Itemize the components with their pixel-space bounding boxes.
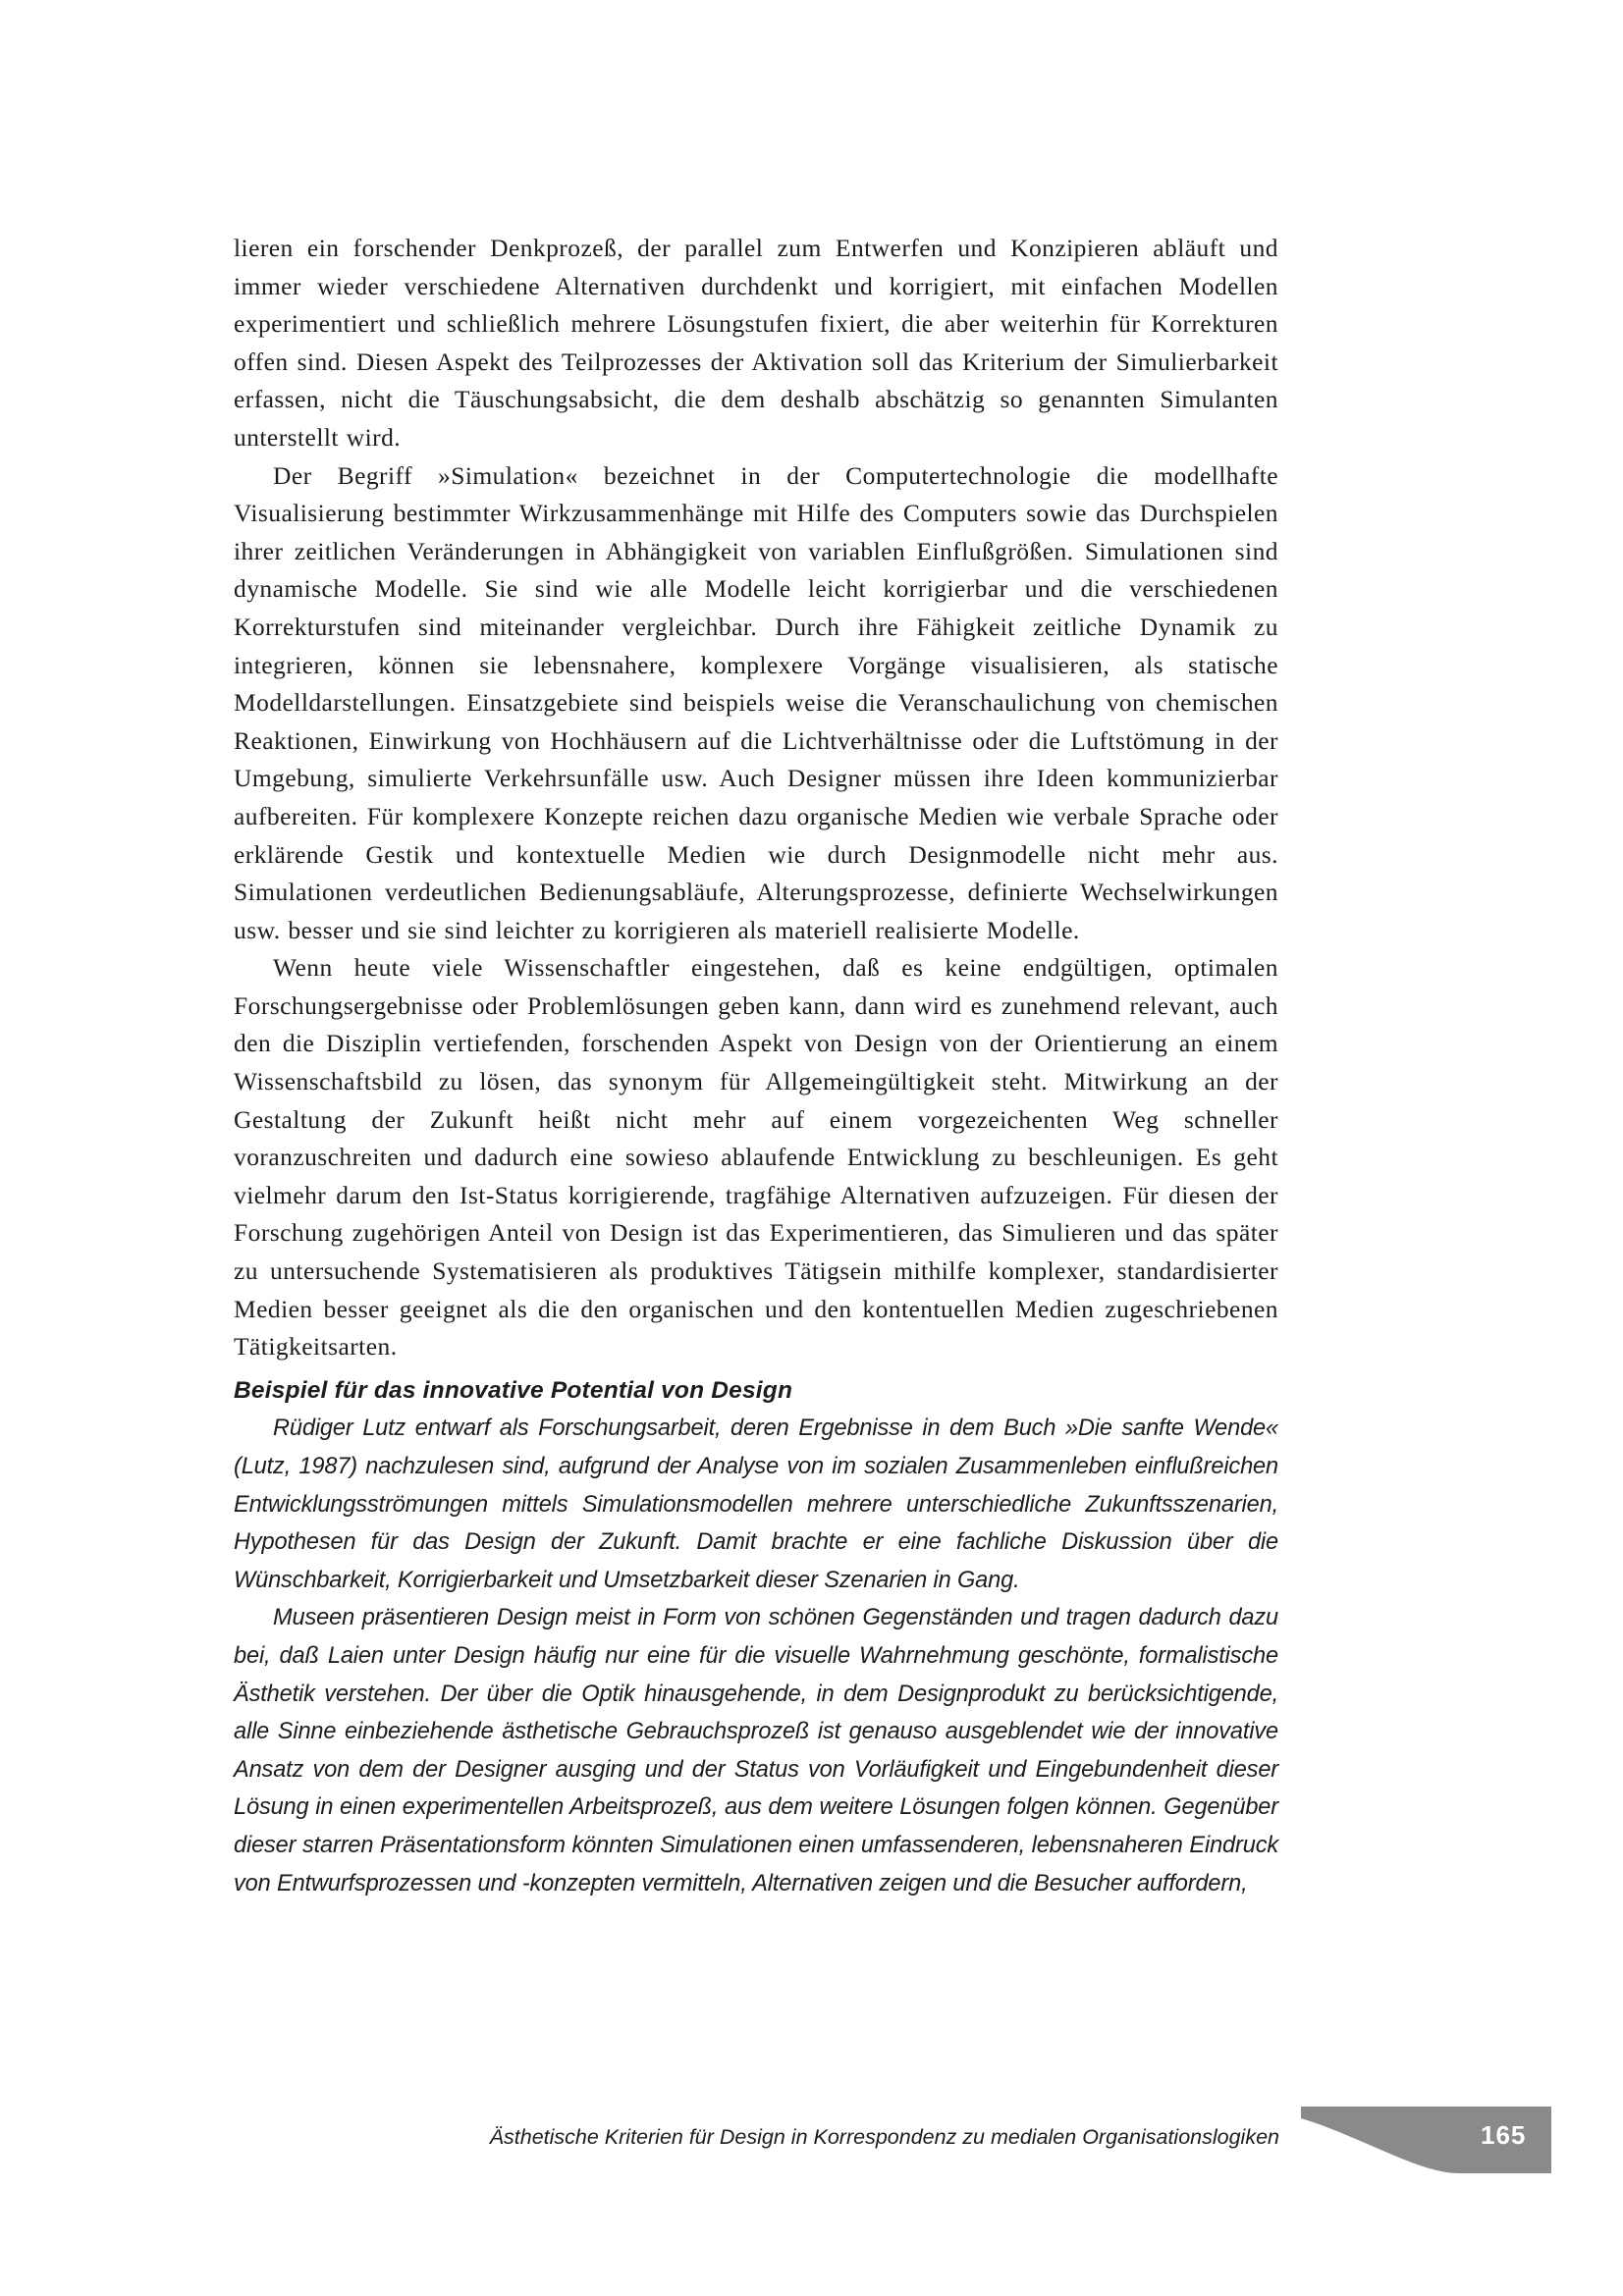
body-paragraph-3: Wenn heute viele Wissenschaftler eingestehen, daß es keine endgültigen, optimalen Forschungsergebnisse oder Problemlösungen geben kann, dann wird es zunehmend relevant, auch den die Disziplin vertiefenden, forschenden Aspekt von Design von der Orientierung an einem Wissenschaftsbild zu lösen, das synonym für Allgemeingültigkeit steht. Mitwirkung an der Gestaltung der Zukunft heißt nicht mehr auf einem vorgezeichenten Weg schneller voranzuschreiten und dadurch eine sowieso ablaufende Entwicklung zu beschleunigen. Es geht vielmehr darum den Ist-Status korrigierende, tragfähige Alternativen aufzuzeigen. Für diesen der Forschung zugehörigen Anteil von Design ist das Experimentieren, das Simulieren und das später zu untersuchende Systematisieren als produktives Tätigsein mithilfe komplexer, standardisierter Medien besser geeignet als die den organischen und den kontentuellen Medien zugeschriebenen Tätigkeitsarten.: [234, 953, 1278, 1362]
main-text-column: [234, 230, 1278, 1902]
page-number: 165: [1481, 2120, 1527, 2150]
running-footer-title: Ästhetische Kriterien für Design in Korrespondenz zu medialen Organisationslogiken: [489, 2125, 1279, 2149]
italic-paragraph-1: Rüdiger Lutz entwarf als Forschungsarbeit, deren Ergebnisse in dem Buch »Die sanfte Wende« (Lutz, 1987) nachzulesen sind, aufgrund der Analyse von im sozialen Zusammenleben einflußreichen Entwicklungsströmungen mittels Simulationsmodellen mehrere unterschiedliche Zukunftsszenarien, Hypothesen für das Design der Zukunft. Damit brachte er eine fachliche Diskussion über die Wünschbarkeit, Korrigierbarkeit und Umsetzbarkeit dieser Szenarien in Gang.: [234, 1415, 1278, 1593]
body-paragraph-2: Der Begriff »Simulation« bezeichnet in der Computertechnologie die modellhafte Visualisierung bestimmter Wirkzusammenhänge mit Hilfe des Computers sowie das Durchspielen ihrer zeitlichen Veränderungen in Abhängigkeit von variablen Einflußgrößen. Simulationen sind dynamische Modelle. Sie sind wie alle Modelle leicht korrigierbar und die verschiedenen Korrekturstufen sind miteinander vergleichbar. Durch ihre Fähigkeit zeitliche Dynamik zu integrieren, können sie lebensnahere, komplexere Vorgänge visualisieren, als statische Modelldarstellungen. Einsatzgebiete sind beispiels weise die Veranschaulichung von chemischen Reaktionen, Einwirkung von Hochhäusern auf die Lichtverhältnisse oder die Luftstömung in der Umgebung, simulierte Verkehrsunfälle usw. Auch Designer müssen ihre Ideen kommunizierbar aufbereiten. Für komplexere Konzepte reichen dazu organische Medien wie verbale Sprache oder erklärende Gestik und kontextuelle Medien wie durch Designmodelle nicht mehr aus. Simulationen verdeutlichen Bedienungsabläufe, Alterungsprozesse, definierte Wechselwirkungen usw. besser und sie sind leichter zu korrigieren als materiell realisierte Modelle.: [234, 460, 1278, 944]
italic-paragraph-2: Museen präsentieren Design meist in Form von schönen Gegenständen und tragen dadurch dazu bei, daß Laien unter Design häufig nur eine für die visuelle Wahrnehmung geschönte, formalistische Ästhetik verstehen. Der über die Optik hinausgehende, in dem Designprodukt zu berücksichtigende, alle Sinne einbeziehende ästhetische Gebrauchsprozeß ist genauso ausgeblendet wie der innovative Ansatz von dem der Designer ausging und der Status von Vorläufigkeit und Eingebundenheit dieser Lösung in einen experimentellen Arbeitsprozeß, aus dem weitere Lösungen folgen können. Gegenüber dieser starren Präsentationsform könnten Simulationen einen umfassenderen, lebensnaheren Eindruck von Entwurfsprozessen und -konzepten vermitteln, Alternativen zeigen und die Besucher auffordern,: [234, 1605, 1278, 1896]
section-heading: Beispiel für das innovative Potential von Design: [234, 1376, 793, 1404]
body-paragraph-1: lieren ein forschender Denkprozeß, der parallel zum Entwerfen und Konzipieren abläuft und immer wieder verschiedene Alternativen durchdenkt und korrigiert, mit einfachen Modellen experimentiert und schließlich mehrere Lösungstufen fixiert, die aber weiterhin für Korrekturen offen sind. Diesen Aspekt des Teilprozesses der Aktivation soll das Kriterium der Simulierbarkeit erfassen, nicht die Täuschungsabsicht, die dem deshalb abschätzig so genannten Simulanten unterstellt wird.: [234, 234, 1278, 452]
